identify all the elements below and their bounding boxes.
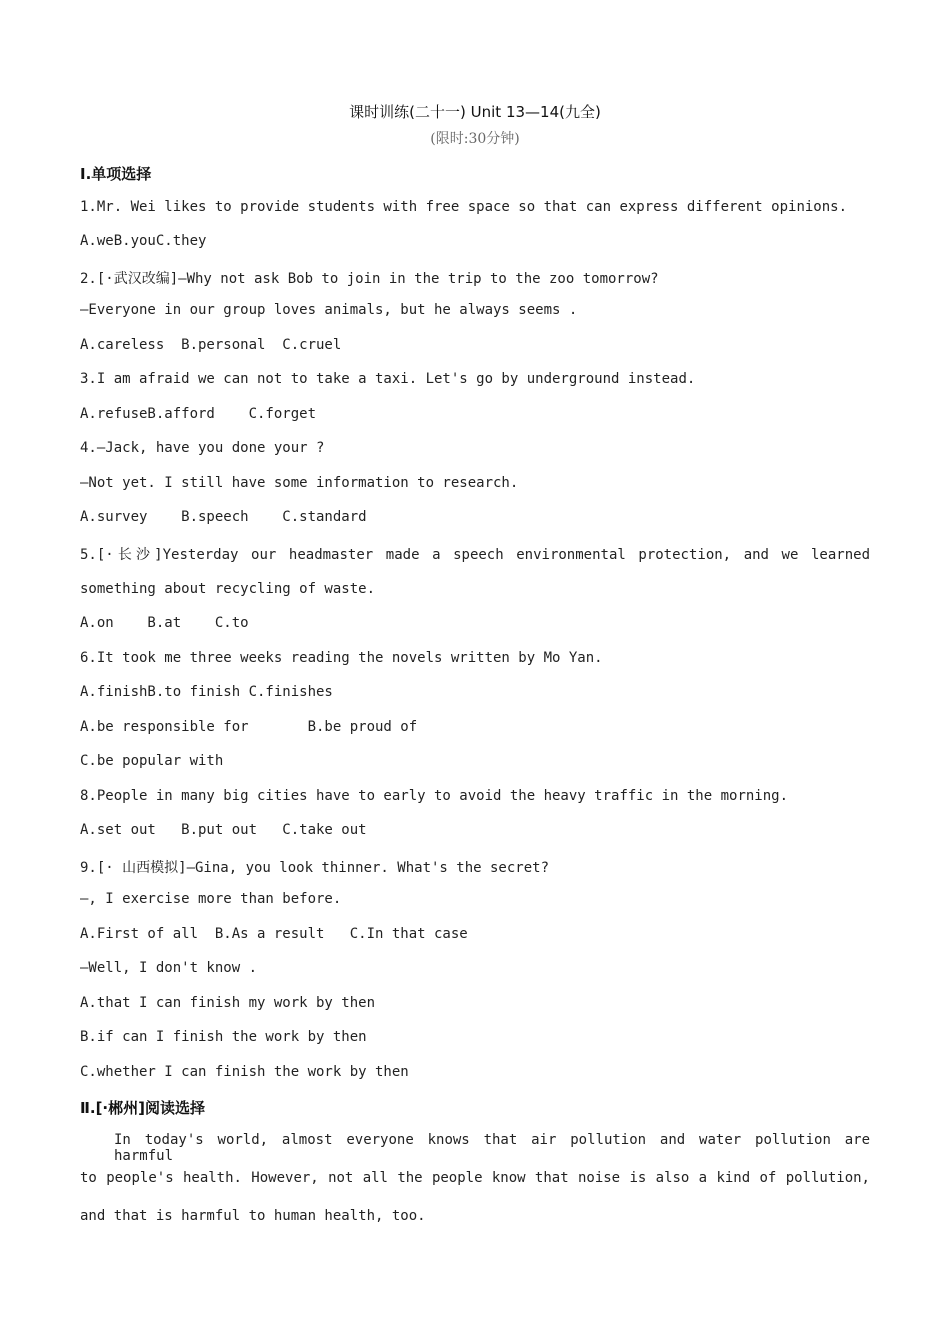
question-line: —Everyone in our group loves animals, but he always seems . [80, 302, 578, 318]
option-line: A.be responsible for B.be proud of [80, 719, 418, 735]
option-line: C.whether I can finish the work by then [80, 1064, 409, 1080]
question-line: —, I exercise more than before. [80, 891, 342, 907]
time-limit: (限时:30分钟) [430, 131, 520, 147]
option-line: A.survey B.speech C.standard [80, 509, 367, 525]
option-line: A.refuseB.afford C.forget [80, 406, 317, 422]
question-line: 6.It took me three weeks reading the novels written by Mo Yan. [80, 650, 603, 666]
option-line: A.on B.at C.to [80, 615, 249, 631]
question-line: —Well, I don't know . [80, 960, 258, 976]
paragraph-line: In today's world, almost everyone knows that air pollution and water pollution are harmful [114, 1132, 870, 1164]
question-line: 5.[·长沙]Yesterday our headmaster made a speech environmental protection, and we learned [80, 547, 870, 563]
option-line: A.that I can finish my work by then [80, 995, 376, 1011]
question-line: 9.[· 山西模拟]—Gina, you look thinner. What's the secret? [80, 860, 550, 876]
question-line: 1.Mr. Wei likes to provide students with free space so that can express different opinions. [80, 199, 848, 215]
question-line: 3.I am afraid we can not to take a taxi. Let's go by underground instead. [80, 371, 696, 387]
question-line: 4.—Jack, have you done your ? [80, 440, 325, 456]
section-heading-multiple-choice: Ⅰ.单项选择 [80, 165, 152, 183]
question-line: 2.[·武汉改编]—Why not ask Bob to join in the trip to the zoo tomorrow? [80, 271, 659, 287]
option-line: A.careless B.personal C.cruel [80, 337, 342, 353]
option-line: B.if can I finish the work by then [80, 1029, 367, 1045]
paragraph-line: to people's health. However, not all the people know that noise is also a kind of pollution, [80, 1170, 870, 1186]
option-line: A.First of all B.As a result C.In that case [80, 926, 468, 942]
question-line: —Not yet. I still have some information to research. [80, 475, 519, 491]
document-title: 课时训练(二十一) Unit 13—14(九全) [349, 103, 601, 121]
option-line: A.finishB.to finish C.finishes [80, 684, 333, 700]
option-line: C.be popular with [80, 753, 224, 769]
option-line: A.weB.youC.they [80, 233, 207, 249]
option-line: A.set out B.put out C.take out [80, 822, 367, 838]
paragraph-line: and that is harmful to human health, too. [80, 1208, 426, 1224]
section-heading-reading: Ⅱ.[·郴州]阅读选择 [80, 1099, 205, 1117]
question-line: 8.People in many big cities have to early to avoid the heavy traffic in the morning. [80, 788, 789, 804]
question-line: something about recycling of waste. [80, 581, 376, 597]
